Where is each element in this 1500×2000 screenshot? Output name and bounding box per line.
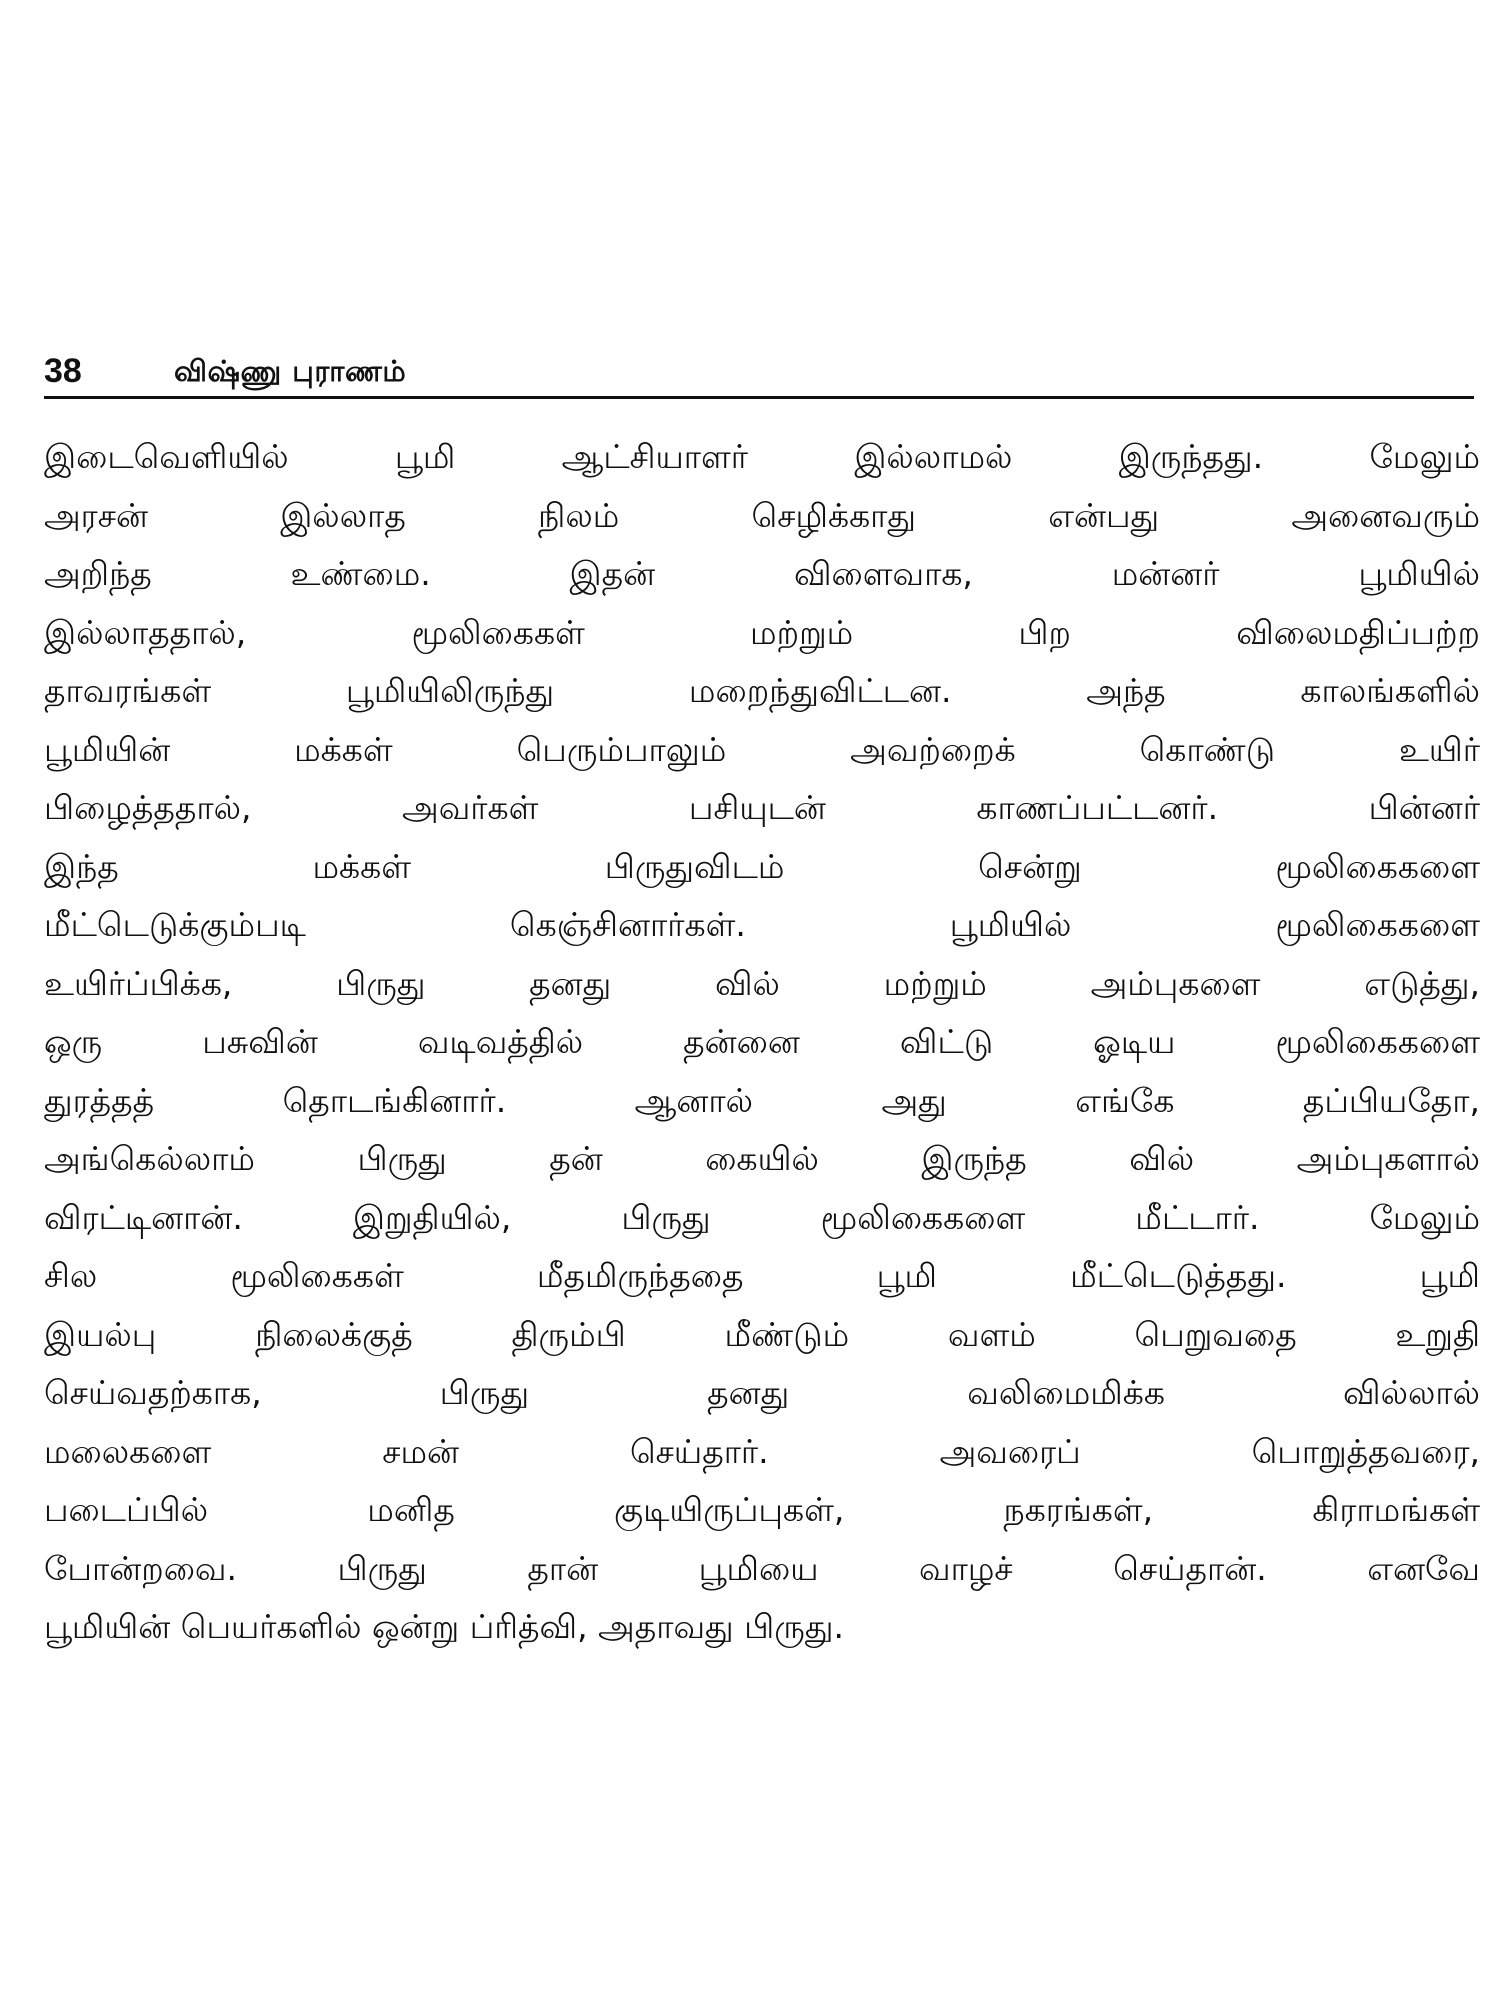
text-line: இல்லாததால், மூலிகைகள் மற்றும் பிற விலைமதிப்பற்ற [44,612,1480,652]
text-line: அங்கெல்லாம் பிருது தன் கையில் இருந்த வில் அம்புகளால் [44,1139,1480,1178]
text-line: படைப்பில் மனித குடியிருப்புகள், நகரங்கள், கிராமங்கள் [44,1490,1480,1529]
text-line: இடைவெளியில் பூமி ஆட்சியாளர் இல்லாமல் இருந்தது. மேலும் [44,437,1480,476]
text-line: செய்வதற்காக, பிருது தனது வலிமைமிக்க வில்லால் [44,1373,1480,1412]
text-line: அறிந்த உண்மை. இதன் விளைவாக, மன்னர் பூமியில் [44,554,1480,593]
text-line: சில மூலிகைகள் மீதமிருந்ததை பூமி மீட்டெடுத்தது. பூமி [44,1256,1480,1295]
text-line: இந்த மக்கள் பிருதுவிடம் சென்று மூலிகைகளை [44,846,1480,886]
text-line: விரட்டினான். இறுதியில், பிருது மூலிகைகளை மீட்டார். மேலும் [44,1197,1480,1237]
text-line: துரத்தத் தொடங்கினார். ஆனால் அது எங்கே தப்பியதோ, [44,1080,1480,1120]
text-line: தாவரங்கள் பூமியிலிருந்து மறைந்துவிட்டன. அந்த காலங்களில் [44,671,1480,710]
body-paragraph [44,428,1480,1657]
text-line: போன்றவை. பிருது தான் பூமியை வாழச் செய்தான். எனவே [44,1548,1480,1588]
running-header [44,348,1474,394]
page-number: 38 [44,352,82,390]
text-line: இயல்பு நிலைக்குத் திரும்பி மீண்டும் வளம் பெறுவதை உறுதி [44,1314,1480,1354]
text-line: பிழைத்ததால், அவர்கள் பசியுடன் காணப்பட்டனர். பின்னர் [44,788,1480,827]
text-line: ஒரு பசுவின் வடிவத்தில் தன்னை விட்டு ஓடிய மூலிகைகளை [44,1022,1480,1061]
text-line: பூமியின் மக்கள் பெரும்பாலும் அவற்றைக் கொண்டு உயிர் [44,729,1480,769]
header-rule [44,396,1474,399]
text-line-last: பூமியின் பெயர்களில் ஒன்று ப்ரித்வி, அதாவது பிருது. [44,1607,844,1646]
text-line: அரசன் இல்லாத நிலம் செழிக்காது என்பது அனைவரும் [44,495,1480,535]
text-line: மீட்டெடுக்கும்படி கெஞ்சினார்கள். பூமியில் மூலிகைகளை [44,905,1480,944]
text-line: உயிர்ப்பிக்க, பிருது தனது வில் மற்றும் அம்புகளை எடுத்து, [44,963,1480,1003]
book-title: விஷ்ணு புராணம் [174,354,407,388]
text-line: மலைகளை சமன் செய்தார். அவரைப் பொறுத்தவரை, [44,1431,1480,1471]
